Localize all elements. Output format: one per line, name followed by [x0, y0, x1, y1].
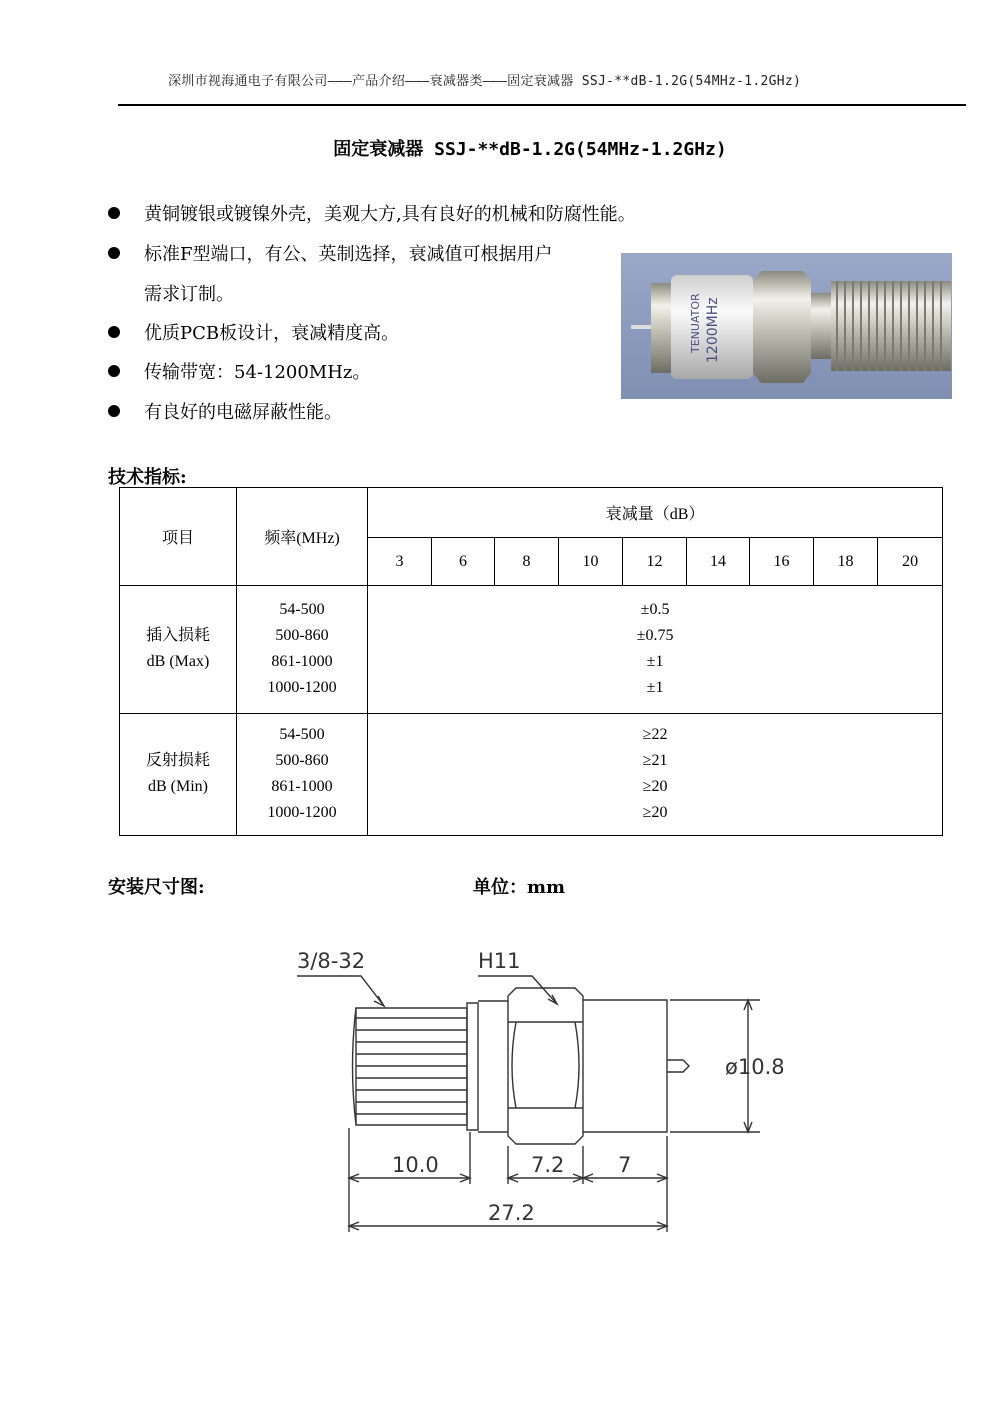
atten-value: 18 — [814, 538, 878, 586]
loss-value: ≥20 — [642, 804, 668, 822]
atten-value: 14 — [687, 538, 750, 586]
insertion-loss-label — [120, 586, 237, 713]
loss-value: ≥21 — [642, 752, 668, 770]
header-attenuation: 衰减量（dB） — [368, 488, 943, 538]
freq-range: 54-500 — [279, 726, 325, 744]
bullet-icon — [108, 326, 120, 338]
hex-length-label: 7.2 — [531, 1153, 565, 1177]
loss-value: ≥20 — [642, 778, 668, 796]
feature-text: 传输带宽：54-1200MHz。 — [144, 362, 371, 383]
freq-range: 861-1000 — [271, 653, 333, 671]
dimension-drawing — [280, 940, 800, 1240]
row-label-unit: dB (Min) — [148, 778, 208, 796]
return-loss-freqs — [237, 713, 368, 835]
freq-range: 500-860 — [275, 627, 329, 645]
feature-item — [108, 358, 370, 384]
atten-value: 12 — [623, 538, 687, 586]
return-loss-row — [120, 713, 943, 835]
bullet-icon — [108, 405, 120, 417]
feature-text: 标准F型端口，有公、英制选择，衰减值可根据用户 — [144, 244, 553, 265]
header-frequency: 频率(MHz) — [237, 488, 368, 586]
feature-item — [108, 200, 636, 226]
loss-value: ≥22 — [642, 726, 668, 744]
insertion-loss-row — [120, 586, 943, 713]
feature-text: 黄铜镀银或镀镍外壳，美观大方,具有良好的机械和防腐性能。 — [144, 204, 636, 225]
feature-text: 有良好的电磁屏蔽性能。 — [144, 402, 342, 423]
product-photo — [621, 253, 952, 399]
insertion-loss-values — [368, 586, 943, 713]
atten-value: 20 — [878, 538, 943, 586]
thread-length-label: 10.0 — [392, 1153, 439, 1177]
install-dimensions-heading: 安装尺寸图: — [108, 877, 205, 898]
loss-value: ±0.5 — [640, 601, 670, 619]
row-label-unit: dB (Max) — [146, 653, 210, 671]
header-item: 项目 — [120, 488, 237, 586]
loss-value: ±1 — [646, 653, 664, 671]
feature-item — [108, 398, 342, 424]
bullet-icon — [108, 207, 120, 219]
loss-value: ±1 — [646, 679, 664, 697]
freq-range: 500-860 — [275, 752, 329, 770]
freq-range: 1000-1200 — [267, 679, 337, 697]
diameter-label: ø10.8 — [725, 1055, 785, 1079]
photo-label — [689, 293, 721, 363]
tech-spec-heading: 技术指标: — [108, 467, 187, 488]
atten-value: 10 — [559, 538, 623, 586]
page-title: 固定衰减器 SSJ-**dB-1.2G(54MHz-1.2GHz) — [333, 139, 727, 160]
table-header-row — [120, 488, 943, 538]
svg-text:1200MHz: 1200MHz — [705, 297, 721, 363]
feature-item — [108, 319, 399, 345]
freq-range: 861-1000 — [271, 778, 333, 796]
thread-spec-label: 3/8-32 — [297, 949, 366, 973]
insertion-loss-freqs — [237, 586, 368, 713]
row-label: 反射损耗 — [145, 752, 210, 770]
row-label: 插入损耗 — [145, 627, 210, 645]
hex-spec-label: H11 — [478, 949, 521, 973]
freq-range: 54-500 — [279, 601, 325, 619]
feature-text-continuation: 需求订制。 — [144, 284, 234, 305]
atten-value: 8 — [495, 538, 559, 586]
feature-text: 优质PCB板设计，衰减精度高。 — [144, 323, 400, 344]
bullet-icon — [108, 365, 120, 377]
spec-table — [119, 487, 943, 836]
feature-item — [108, 240, 553, 266]
total-length-label: 27.2 — [488, 1201, 535, 1225]
svg-text:TENUATOR: TENUATOR — [689, 293, 702, 353]
atten-value: 3 — [368, 538, 432, 586]
body-length-label: 7 — [618, 1153, 632, 1177]
freq-range: 1000-1200 — [267, 804, 337, 822]
bullet-icon — [108, 247, 120, 259]
unit-label: 单位：mm — [473, 877, 566, 898]
header-breadcrumb: 深圳市视海通电子有限公司———产品介绍———衰减器类———固定衰减器 SSJ-**dB-1.2G(54MHz-1.2GHz) — [168, 74, 802, 89]
header-divider — [118, 104, 966, 106]
loss-value: ±0.75 — [636, 627, 674, 645]
atten-value: 6 — [432, 538, 495, 586]
return-loss-label — [120, 713, 237, 835]
return-loss-values — [368, 713, 943, 835]
atten-value: 16 — [750, 538, 814, 586]
